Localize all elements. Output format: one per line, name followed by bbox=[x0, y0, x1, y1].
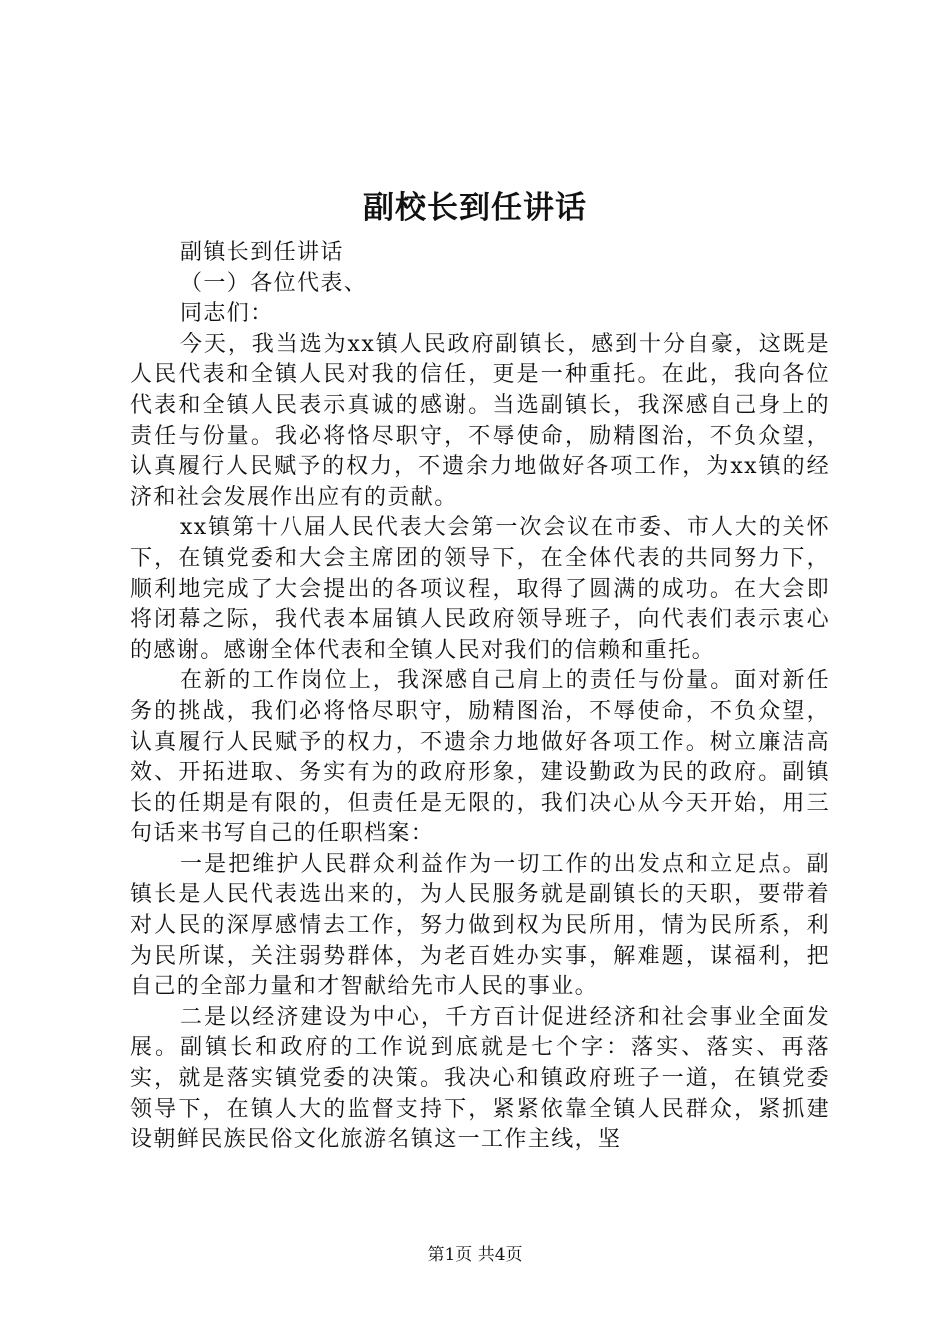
paragraph-salutation-1: （一）各位代表、 bbox=[180, 270, 368, 296]
document-body bbox=[130, 238, 830, 1156]
paragraph-salutation-2: 同志们： bbox=[180, 301, 274, 327]
paragraph-2: xx镇第十八届人民代表大会第一次会议在市委、市人大的关怀下，在镇党委和大会主席团的领导下，在全体代表的共同努力下，顺利地完成了大会提出的各项议程，取得了圆满的成功。在大会即将闭幕之际，我代表本届镇人民政府领导班子，向代表们表示衷心的感谢。感谢全体代表和全镇人民对我们的信赖和重托。 bbox=[130, 515, 830, 663]
page-footer: 第1页 共4页 bbox=[427, 1245, 523, 1265]
document-title: 副校长到任讲话 bbox=[363, 190, 587, 226]
paragraph-subtitle: 副镇长到任讲话 bbox=[180, 240, 344, 265]
paragraph-5: 二是以经济建设为中心，千方百计促进经济和社会事业全面发展。副镇长和政府的工作说到底就是七个字：落实、落实、再落实，就是落实镇党委的决策。我决心和镇政府班子一道，在镇党委领导下，在镇人大的监督支持下，紧紧依靠全镇人民群众，紧抓建设朝鲜民族民俗文化旅游名镇这一工作主线，坚 bbox=[130, 1004, 830, 1153]
paragraph-3: 在新的工作岗位上，我深感自己肩上的责任与份量。面对新任务的挑战，我们必将恪尽职守，励精图治，不辱使命，不负众望，认真履行人民赋予的权力，不遗余力地做好各项工作。树立廉洁高效、开拓进取、务实有为的政府形象，建设勤政为民的政府。副镇长的任期是有限的，但责任是无限的，我们决心从今天开始，用三句话来书写自己的任职档案： bbox=[130, 668, 830, 847]
paragraph-4: 一是把维护人民群众利益作为一切工作的出发点和立足点。副镇长是人民代表选出来的，为人民服务就是副镇长的天职，要带着对人民的深厚感情去工作，努力做到权为民所用，情为民所系，利为民所谋，关注弱势群体，为老百姓办实事，解难题，谋福利，把自己的全部力量和才智献给先市人民的事业。 bbox=[130, 851, 830, 1000]
paragraph-1: 今天，我当选为xx镇人民政府副镇长，感到十分自豪，这既是人民代表和全镇人民对我的信任，更是一种重托。在此，我向各位代表和全镇人民表示真诚的感谢。当选副镇长，我深感自己身上的责任与份量。我必将恪尽职守，不辱使命，励精图治，不负众望，认真履行人民赋予的权力，不遗余力地做好各项工作，为xx镇的经济和社会发展作出应有的贡献。 bbox=[130, 331, 830, 510]
